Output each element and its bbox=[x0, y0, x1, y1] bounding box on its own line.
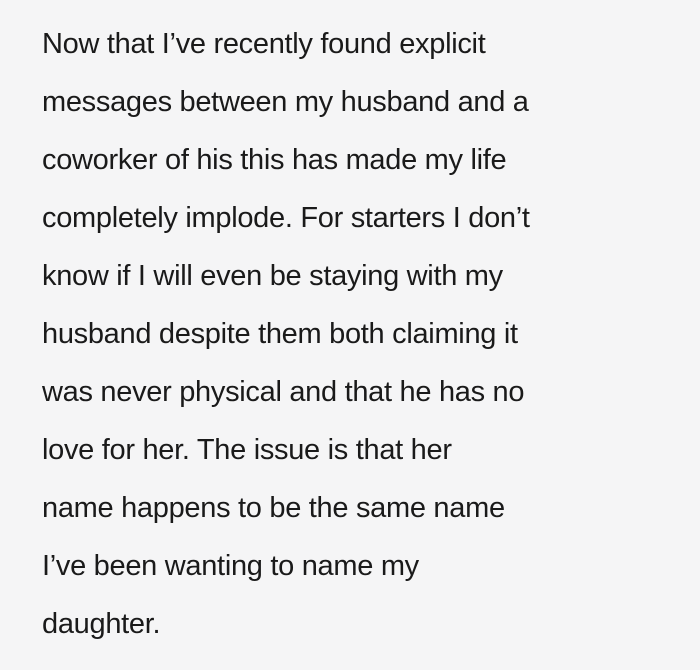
text-line: completely implode. For starters I don’t bbox=[42, 202, 530, 234]
text-line: name happens to be the same name bbox=[42, 492, 505, 524]
text-line: Now that I’ve recently found explicit bbox=[42, 28, 486, 60]
text-line: husband despite them both claiming it bbox=[42, 318, 518, 350]
text-line: coworker of his this has made my life bbox=[42, 144, 507, 176]
text-line: messages between my husband and a bbox=[42, 86, 529, 118]
text-line: I’ve been wanting to name my bbox=[42, 550, 419, 582]
text-line: daughter. bbox=[42, 608, 161, 640]
text-line: love for her. The issue is that her bbox=[42, 434, 452, 466]
text-line: know if I will even be staying with my bbox=[42, 260, 503, 292]
text-line: was never physical and that he has no bbox=[42, 376, 525, 408]
